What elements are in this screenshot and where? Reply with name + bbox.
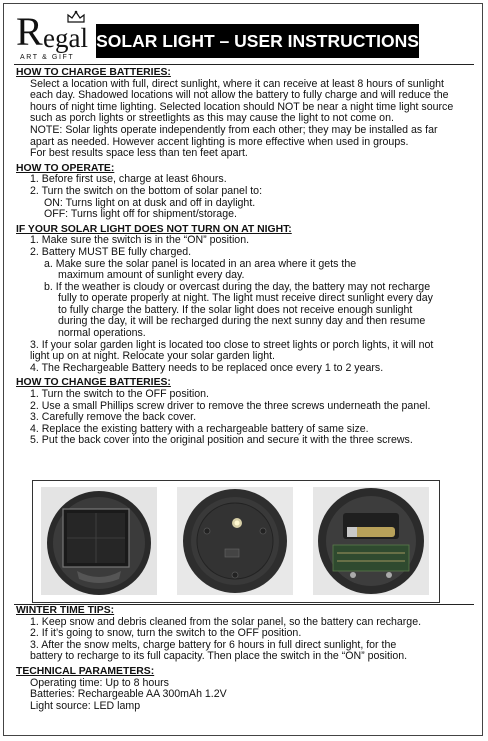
- heading-charge: HOW TO CHARGE BATTERIES:: [16, 67, 171, 78]
- trouble-line: maximum amount of sunlight every day.: [58, 269, 245, 282]
- change-line: 3. Carefully remove the back cover.: [30, 411, 197, 424]
- tech-line: Batteries: Rechargeable AA 300mAh 1.2V: [30, 688, 227, 701]
- charge-line: apart as needed. However accent lighting is more effective when used in groups.: [30, 135, 409, 148]
- winter-line: 3. After the snow melts, charge battery for 6 hours in full direct sunlight, for the: [30, 638, 397, 651]
- operate-line: ON: Turns light on at dusk and off in daylight.: [44, 196, 256, 209]
- trouble-line: fully to operate properly at night. The light must receive direct sunlight every day: [58, 292, 433, 305]
- winter-line: battery to recharge to its full capacity. Then place the switch in the “ON” position.: [30, 650, 408, 663]
- charge-line: Select a location with full, direct sunlight, where it can receive at least 8 hours of sunlight: [30, 77, 444, 90]
- battery-compartment-photo: [313, 487, 429, 595]
- tech-line: Light source: LED lamp: [30, 699, 141, 712]
- operate-line: OFF: Turns light off for shipment/storage.: [44, 208, 237, 221]
- winter-line: 1. Keep snow and debris cleaned from the solar panel, so the battery can recharge.: [30, 615, 422, 628]
- winter-line: 2. If it’s going to snow, turn the switch to the OFF position.: [30, 627, 302, 640]
- heading-winter: WINTER TIME TIPS:: [16, 605, 115, 616]
- charge-line: each day. Shadowed locations will not allow the battery to fully charge and will reduce the: [30, 89, 449, 102]
- charge-line: For best results space less than ten feet apart.: [30, 147, 248, 160]
- logo-subtitle: ART & GIFT: [20, 54, 75, 61]
- heading-tech: TECHNICAL PARAMETERS:: [16, 665, 155, 677]
- change-line: 4. Replace the existing battery with a rechargeable battery of same size.: [30, 422, 369, 435]
- charge-line: NOTE: Solar lights operate independently from each other; they may be installed as far: [30, 123, 438, 136]
- brand-logo: [16, 10, 92, 60]
- change-line: 1. Turn the switch to the OFF position.: [30, 388, 209, 401]
- trouble-line: 4. The Rechargeable Battery needs to be replaced once every 1 to 2 years.: [30, 361, 384, 374]
- product-photos: [32, 480, 440, 603]
- heading-operate: HOW TO OPERATE:: [16, 162, 115, 174]
- trouble-line: a. Make sure the solar panel is located in an area where it gets the: [44, 257, 357, 270]
- underside-photo: [177, 487, 293, 595]
- logo-word: egal: [43, 23, 88, 53]
- charge-line: hours of night time lighting. Selected location should NOT be near a night time light source: [30, 100, 454, 113]
- trouble-line: during the day, it will be recharged during the next sunny day and then resume: [58, 315, 426, 328]
- tech-line: Operating time: Up to 8 hours: [30, 676, 169, 689]
- page-title: SOLAR LIGHT – USER INSTRUCTIONS: [96, 24, 419, 58]
- trouble-line: to fully charge the battery. If the solar light does not receive enough sunlight: [58, 303, 413, 316]
- trouble-line: light up on at night. Relocate your solar garden light.: [30, 350, 275, 363]
- operate-line: 2. Turn the switch on the bottom of solar panel to:: [30, 184, 263, 197]
- solar-panel-photo: [41, 487, 157, 595]
- heading-change: HOW TO CHANGE BATTERIES:: [16, 377, 171, 389]
- change-line: 2. Use a small Phillips screw driver to remove the three screws underneath the panel.: [30, 399, 431, 412]
- change-line: 5. Put the back cover into the original position and secure it with the three screws.: [30, 434, 413, 447]
- trouble-line: 1. Make sure the switch is in the “ON” position.: [30, 234, 250, 247]
- crown-icon: [66, 10, 86, 24]
- logo-letter: R: [16, 9, 43, 54]
- trouble-line: 2. Battery MUST BE fully charged.: [30, 245, 192, 258]
- title-divider: [14, 64, 474, 65]
- trouble-line: normal operations.: [58, 327, 146, 340]
- heading-trouble: IF YOUR SOLAR LIGHT DOES NOT TURN ON AT NIGHT:: [16, 223, 292, 235]
- instructions-top: [16, 67, 476, 447]
- charge-line: such as porch lights or streetlights as this may cause the light to not come on.: [30, 112, 394, 125]
- instructions-bottom: [16, 605, 476, 712]
- trouble-line: b. If the weather is cloudy or overcast during the day, the battery may not recharge: [44, 280, 431, 293]
- operate-line: 1. Before first use, charge at least 6hours.: [30, 173, 227, 186]
- trouble-line: 3. If your solar garden light is located too close to street lights or porch lights, it will not: [30, 338, 434, 351]
